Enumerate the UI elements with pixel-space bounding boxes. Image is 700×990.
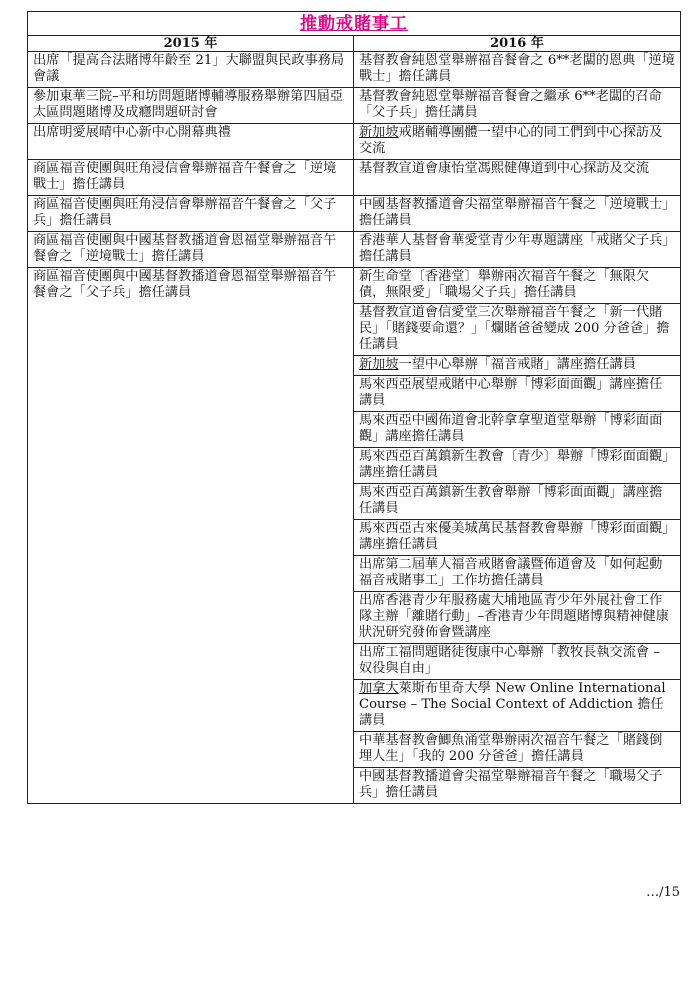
activity-2016 <box>354 732 681 768</box>
column-header-2015: 2015 年 <box>28 36 354 52</box>
title-row <box>28 12 681 36</box>
location-underlined: 加拿大 <box>359 681 399 696</box>
location-underlined: 新加坡 <box>359 357 399 372</box>
table-body <box>28 52 681 804</box>
activity-text: 基督教會純恩堂舉辦福音餐會之繼承 6**老闆的召命「父子兵」擔任講員 <box>359 89 662 120</box>
activity-text: 基督教宣道會康怡堂馮熙健傳道到中心探訪及交流 <box>359 161 650 176</box>
column-header-2016: 2016 年 <box>354 36 681 52</box>
page-title: 推動戒賭事工 <box>300 14 408 34</box>
activity-text: 出席香港青少年服務處大埔地區青少年外展社會工作隊主辦「離賭行動」–香港青少年問題賭博與精神健康狀況研究發佈會暨講座 <box>359 593 669 640</box>
activity-2016 <box>354 356 681 376</box>
activity-2016 <box>354 644 681 680</box>
activity-2016 <box>354 680 681 732</box>
activity-text: 中國基督教播道會尖福堂舉辦福音午餐之「職場父子兵」擔任講員 <box>359 769 663 800</box>
header-row <box>28 36 681 52</box>
table-row <box>28 268 681 304</box>
activity-2015: 出席「提高合法賭博年齡至 21」大聯盟與民政事務局會議 <box>28 52 354 88</box>
activity-2015: 商區福音使團與旺角浸信會舉辦福音午餐會之「父子兵」擔任講員 <box>28 196 354 232</box>
activity-text: 馬來西亞展望戒賭中心舉辦「博彩面面觀」講座擔任講員 <box>359 377 663 408</box>
activity-2016 <box>354 592 681 644</box>
table-row <box>28 232 681 268</box>
activity-text: 出席第二屆華人福音戒賭會議暨佈道會及「如何起動福音戒賭事工」工作坊擔任講員 <box>359 557 663 588</box>
activity-2016 <box>354 768 681 804</box>
document-sheet <box>27 11 680 804</box>
activity-2016 <box>354 376 681 412</box>
activity-text: 戒賭輔導團體一望中心的同工們到中心探訪及交流 <box>359 125 663 156</box>
activity-2015: 商區福音使團與中國基督教播道會恩福堂舉辦福音午餐會之「父子兵」擔任講員 <box>28 268 354 804</box>
activity-2016 <box>354 268 681 304</box>
activity-2016 <box>354 196 681 232</box>
activity-2015: 商區福音使團與中國基督教播道會恩福堂舉辦福音午餐會之「逆境戰士」擔任講員 <box>28 232 354 268</box>
activity-2016 <box>354 88 681 124</box>
activity-2015: 參加東華三院–平和坊問題賭博輔導服務舉辦第四屆亞太區問題賭博及成癮問題研討會 <box>28 88 354 124</box>
page-marker: …/15 <box>646 885 680 900</box>
activity-text: 中國基督教播道會尖福堂舉辦福音午餐之「逆境戰士」擔任講員 <box>359 197 669 228</box>
activity-text: 新生命堂〔香港堂〕舉辦兩次福音午餐之「無限欠債，無限愛」「職場父子兵」擔任講員 <box>359 269 650 300</box>
activity-2016 <box>354 448 681 484</box>
activity-text: 香港華人基督會華愛堂青少年專題講座「戒賭父子兵」擔任講員 <box>359 233 669 264</box>
table-row <box>28 196 681 232</box>
activity-2016 <box>354 52 681 88</box>
activity-text: 基督教會純恩堂舉辦福音餐會之 6**老闆的恩典「逆境戰士」擔任講員 <box>359 53 675 84</box>
table-row <box>28 160 681 196</box>
activity-text: 馬來西亞古來優美城萬民基督教會舉辦「博彩面面觀」講座擔任講員 <box>359 521 669 552</box>
activity-2015: 商區福音使團與旺角浸信會舉辦福音午餐會之「逆境戰士」擔任講員 <box>28 160 354 196</box>
activity-text: 馬來西亞中國佈道會北幹拿拿聖道堂舉辦「博彩面面觀」講座擔任講員 <box>359 413 663 444</box>
activity-2016 <box>354 484 681 520</box>
activity-2016 <box>354 160 681 196</box>
activity-2016 <box>354 304 681 356</box>
activity-2015: 出席明愛展晴中心新中心開幕典禮 <box>28 124 354 160</box>
activity-2016 <box>354 520 681 556</box>
activity-text: 出席工福問題賭徒復康中心舉辦「教牧長執交流會 – 奴役與自由」 <box>359 645 660 676</box>
activity-text: 萊斯布里奇大學 New Online International Course – The Social Context of Addiction 擔任講員 <box>359 681 666 728</box>
activity-2016 <box>354 556 681 592</box>
table-row <box>28 88 681 124</box>
activity-text: 馬來西亞百萬鎮新生教會舉辦「博彩面面觀」講座擔任講員 <box>359 485 663 516</box>
activity-text: 馬來西亞百萬鎮新生教會〔青少〕舉辦「博彩面面觀」講座擔任講員 <box>359 449 669 480</box>
table-row <box>28 124 681 160</box>
activity-text: 基督教宣道會信愛堂三次舉辦福音午餐之「新一代賭民」「賭錢要命還？」「爛賭爸爸變成 200 分爸爸」擔任講員 <box>359 305 670 352</box>
activity-text: 一望中心舉辦「福音戒賭」講座擔任講員 <box>398 357 636 372</box>
title-cell <box>28 12 681 36</box>
location-underlined: 新加坡 <box>359 125 399 140</box>
activity-table <box>27 11 681 804</box>
activity-2016 <box>354 124 681 160</box>
table-row <box>28 52 681 88</box>
activity-text: 中華基督教會鯽魚涌堂舉辦兩次福音午餐之「賭錢倒埋人生」「我的 200 分爸爸」擔任講員 <box>359 733 663 764</box>
activity-2016 <box>354 412 681 448</box>
activity-2016 <box>354 232 681 268</box>
